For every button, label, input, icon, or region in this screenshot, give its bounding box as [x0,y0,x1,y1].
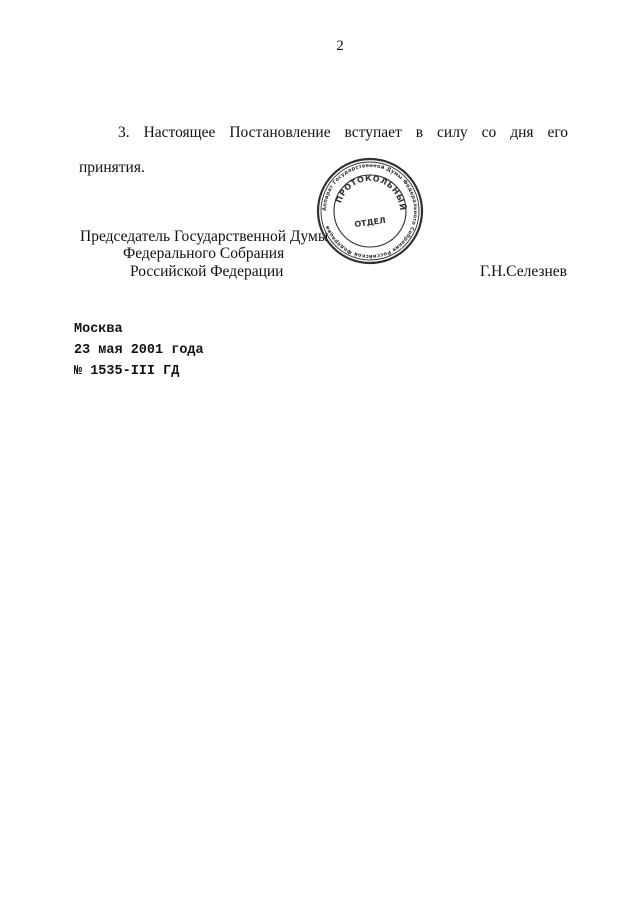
signatory-title-line-2: Федерального Собрания [123,245,285,262]
signatory-name: Г.Н.Селезнев [480,263,567,280]
signatory-title-line-3: Российской Федерации [130,263,284,280]
signatory-title-line-1: Председатель Государственной Думы [80,228,329,245]
paragraph-word: Настоящее [143,124,216,141]
paragraph-word: со [481,124,497,141]
paragraph-word: силу [437,124,468,141]
paragraph-word: вступает [344,124,402,141]
paragraph-word: Постановление [229,124,331,141]
paragraph-line-1 [118,124,568,142]
place-of-signing: Москва [74,322,123,337]
paragraph-word: в [415,124,424,141]
paragraph-word: дня [510,124,534,141]
page-number: 2 [336,38,344,54]
signing-date: 23 мая 2001 года [74,343,204,358]
stamp-inner-text: ПРОТОКОЛЬНЫЙ [334,173,408,212]
paragraph-word: 3. [118,124,130,141]
paragraph-line-2: принятия. [79,159,145,176]
document-number: № 1535-III ГД [74,364,180,379]
stamp-outer-text: Аппарат Государственной Думы Федерального Собрания Российской Федерации [321,162,419,260]
paragraph-word: его [547,124,569,141]
stamp-center-text: ОТДЕЛ [353,215,387,230]
official-stamp [315,156,425,266]
